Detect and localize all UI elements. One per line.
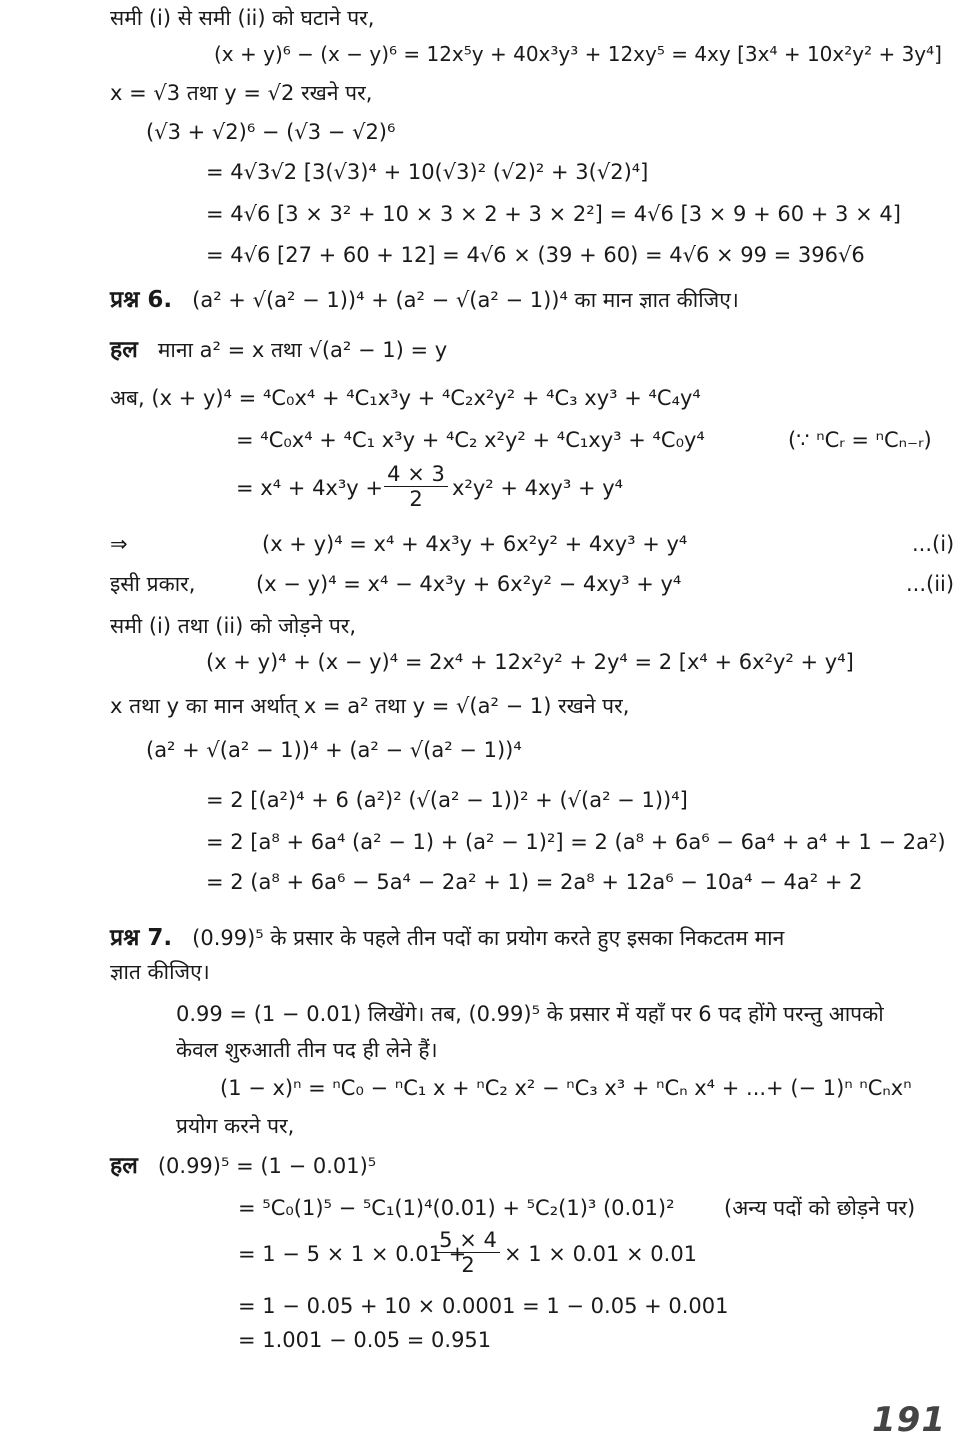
equation-line: (x + y)⁶ − (x − y)⁶ = 12x⁵y + 40x³y³ + 12xy⁵ = 4xy [3x⁴ + 10x²y² + 3y⁴] bbox=[214, 42, 942, 66]
equation-line: (a² + √(a² − 1))⁴ + (a² − √(a² − 1))⁴ bbox=[146, 738, 522, 762]
fraction-denominator: 2 bbox=[461, 1253, 475, 1277]
equation-tag: ...(ii) bbox=[906, 572, 955, 596]
text-line: समी (i) तथा (ii) को जोड़ने पर, bbox=[110, 614, 357, 638]
fraction-numerator: 5 × 4 bbox=[436, 1228, 500, 1253]
hint-line: 0.99 = (1 − 0.01) लिखेंगे। तब, (0.99)⁵ के प्रसार में यहाँ पर 6 पद होंगे परन्तु आपको bbox=[176, 1002, 884, 1026]
hint-line: प्रयोग करने पर, bbox=[176, 1114, 295, 1138]
text-line: माना a² = x तथा √(a² − 1) = y bbox=[157, 338, 448, 362]
text-line: x तथा y का मान अर्थात् x = a² तथा y = √(a² − 1) रखने पर, bbox=[110, 694, 630, 718]
equation-line: (x − y)⁴ = x⁴ − 4x³y + 6x²y² − 4xy³ + y⁴ bbox=[256, 572, 682, 596]
equation-line: = 4√6 [27 + 60 + 12] = 4√6 × (39 + 60) = 4√6 × 99 = 396√6 bbox=[206, 243, 865, 267]
equation-line: (√3 + √2)⁶ − (√3 − √2)⁶ bbox=[146, 120, 396, 144]
equation-line: = 1.001 − 0.05 = 0.951 bbox=[238, 1328, 492, 1352]
question-label: प्रश्न 7. bbox=[110, 925, 173, 951]
fraction-denominator: 2 bbox=[409, 487, 423, 511]
equation-note: (अन्य पदों को छोड़ने पर) bbox=[724, 1196, 916, 1220]
equation-line: = ⁴C₀x⁴ + ⁴C₁ x³y + ⁴C₂ x²y² + ⁴C₁xy³ + ⁴C₀y⁴ bbox=[236, 428, 705, 452]
equation-line: = 2 [a⁸ + 6a⁴ (a² − 1) + (a² − 1)²] = 2 (a⁸ + 6a⁶ − 6a⁴ + a⁴ + 1 − 2a²) bbox=[206, 830, 946, 854]
equation-line: = 4√3√2 [3(√3)⁴ + 10(√3)² (√2)² + 3(√2)⁴] bbox=[206, 160, 649, 184]
solution-label: हल bbox=[110, 336, 138, 363]
solution-7-intro bbox=[110, 1152, 376, 1180]
equation-line: (0.99)⁵ = (1 − 0.01)⁵ bbox=[157, 1154, 377, 1178]
equation-part: = x⁴ + 4x³y + bbox=[236, 476, 383, 500]
fraction bbox=[384, 462, 448, 511]
equation-part: x²y² + 4xy³ + y⁴ bbox=[452, 476, 624, 500]
equation-part: = 1 − 5 × 1 × 0.01 + bbox=[238, 1242, 467, 1266]
text-line: समी (i) से समी (ii) को घटाने पर, bbox=[110, 6, 375, 30]
text-line: इसी प्रकार, bbox=[110, 572, 196, 596]
question-label: प्रश्न 6. bbox=[110, 287, 173, 313]
equation-line: = ⁵C₀(1)⁵ − ⁵C₁(1)⁴(0.01) + ⁵C₂(1)³ (0.01)² bbox=[238, 1196, 675, 1220]
solution-6-intro bbox=[110, 336, 447, 364]
implies-arrow: ⇒ bbox=[110, 532, 128, 556]
equation-line: = 1 − 0.05 + 10 × 0.0001 = 1 − 0.05 + 0.001 bbox=[238, 1294, 729, 1318]
fraction-numerator: 4 × 3 bbox=[384, 462, 448, 487]
equation-tag: ...(i) bbox=[912, 532, 955, 556]
equation-line: = 2 [(a²)⁴ + 6 (a²)² (√(a² − 1))² + (√(a² − 1))⁴] bbox=[206, 788, 688, 812]
equation-line: = 2 (a⁸ + 6a⁶ − 5a⁴ − 2a² + 1) = 2a⁸ + 12a⁶ − 10a⁴ − 4a² + 2 bbox=[206, 870, 863, 894]
question-7 bbox=[110, 924, 784, 952]
equation-line: अब, (x + y)⁴ = ⁴C₀x⁴ + ⁴C₁x³y + ⁴C₂x²y² + ⁴C₃ xy³ + ⁴C₄y⁴ bbox=[110, 386, 701, 410]
hint-line: केवल शुरुआती तीन पद ही लेने हैं। bbox=[176, 1038, 438, 1062]
equation-line: (x + y)⁴ + (x − y)⁴ = 2x⁴ + 12x²y² + 2y⁴ = 2 [x⁴ + 6x²y² + y⁴] bbox=[206, 650, 854, 674]
equation-part: × 1 × 0.01 × 0.01 bbox=[504, 1242, 698, 1266]
equation-note: (∵ ⁿCᵣ = ⁿCₙ₋ᵣ) bbox=[788, 428, 932, 452]
equation-line: = 4√6 [3 × 3² + 10 × 3 × 2 + 3 × 2²] = 4√6 [3 × 9 + 60 + 3 × 4] bbox=[206, 202, 901, 226]
question-text-cont: ज्ञात कीजिए। bbox=[110, 960, 210, 984]
solution-label: हल bbox=[110, 1152, 138, 1179]
question-text: (0.99)⁵ के प्रसार के पहले तीन पदों का प्रयोग करते हुए इसका निकटतम मान bbox=[192, 926, 785, 950]
page-number: 191 bbox=[872, 1400, 946, 1440]
question-text: (a² + √(a² − 1))⁴ + (a² − √(a² − 1))⁴ का मान ज्ञात कीजिए। bbox=[192, 288, 739, 312]
text-line: x = √3 तथा y = √2 रखने पर, bbox=[110, 81, 373, 105]
question-6 bbox=[110, 286, 739, 314]
equation-line: (x + y)⁴ = x⁴ + 4x³y + 6x²y² + 4xy³ + y⁴ bbox=[262, 532, 688, 556]
fraction bbox=[436, 1228, 500, 1277]
equation-line: (1 − x)ⁿ = ⁿC₀ − ⁿC₁ x + ⁿC₂ x² − ⁿC₃ x³ + ⁿCₙ x⁴ + ...+ (− 1)ⁿ ⁿCₙxⁿ bbox=[220, 1076, 912, 1100]
